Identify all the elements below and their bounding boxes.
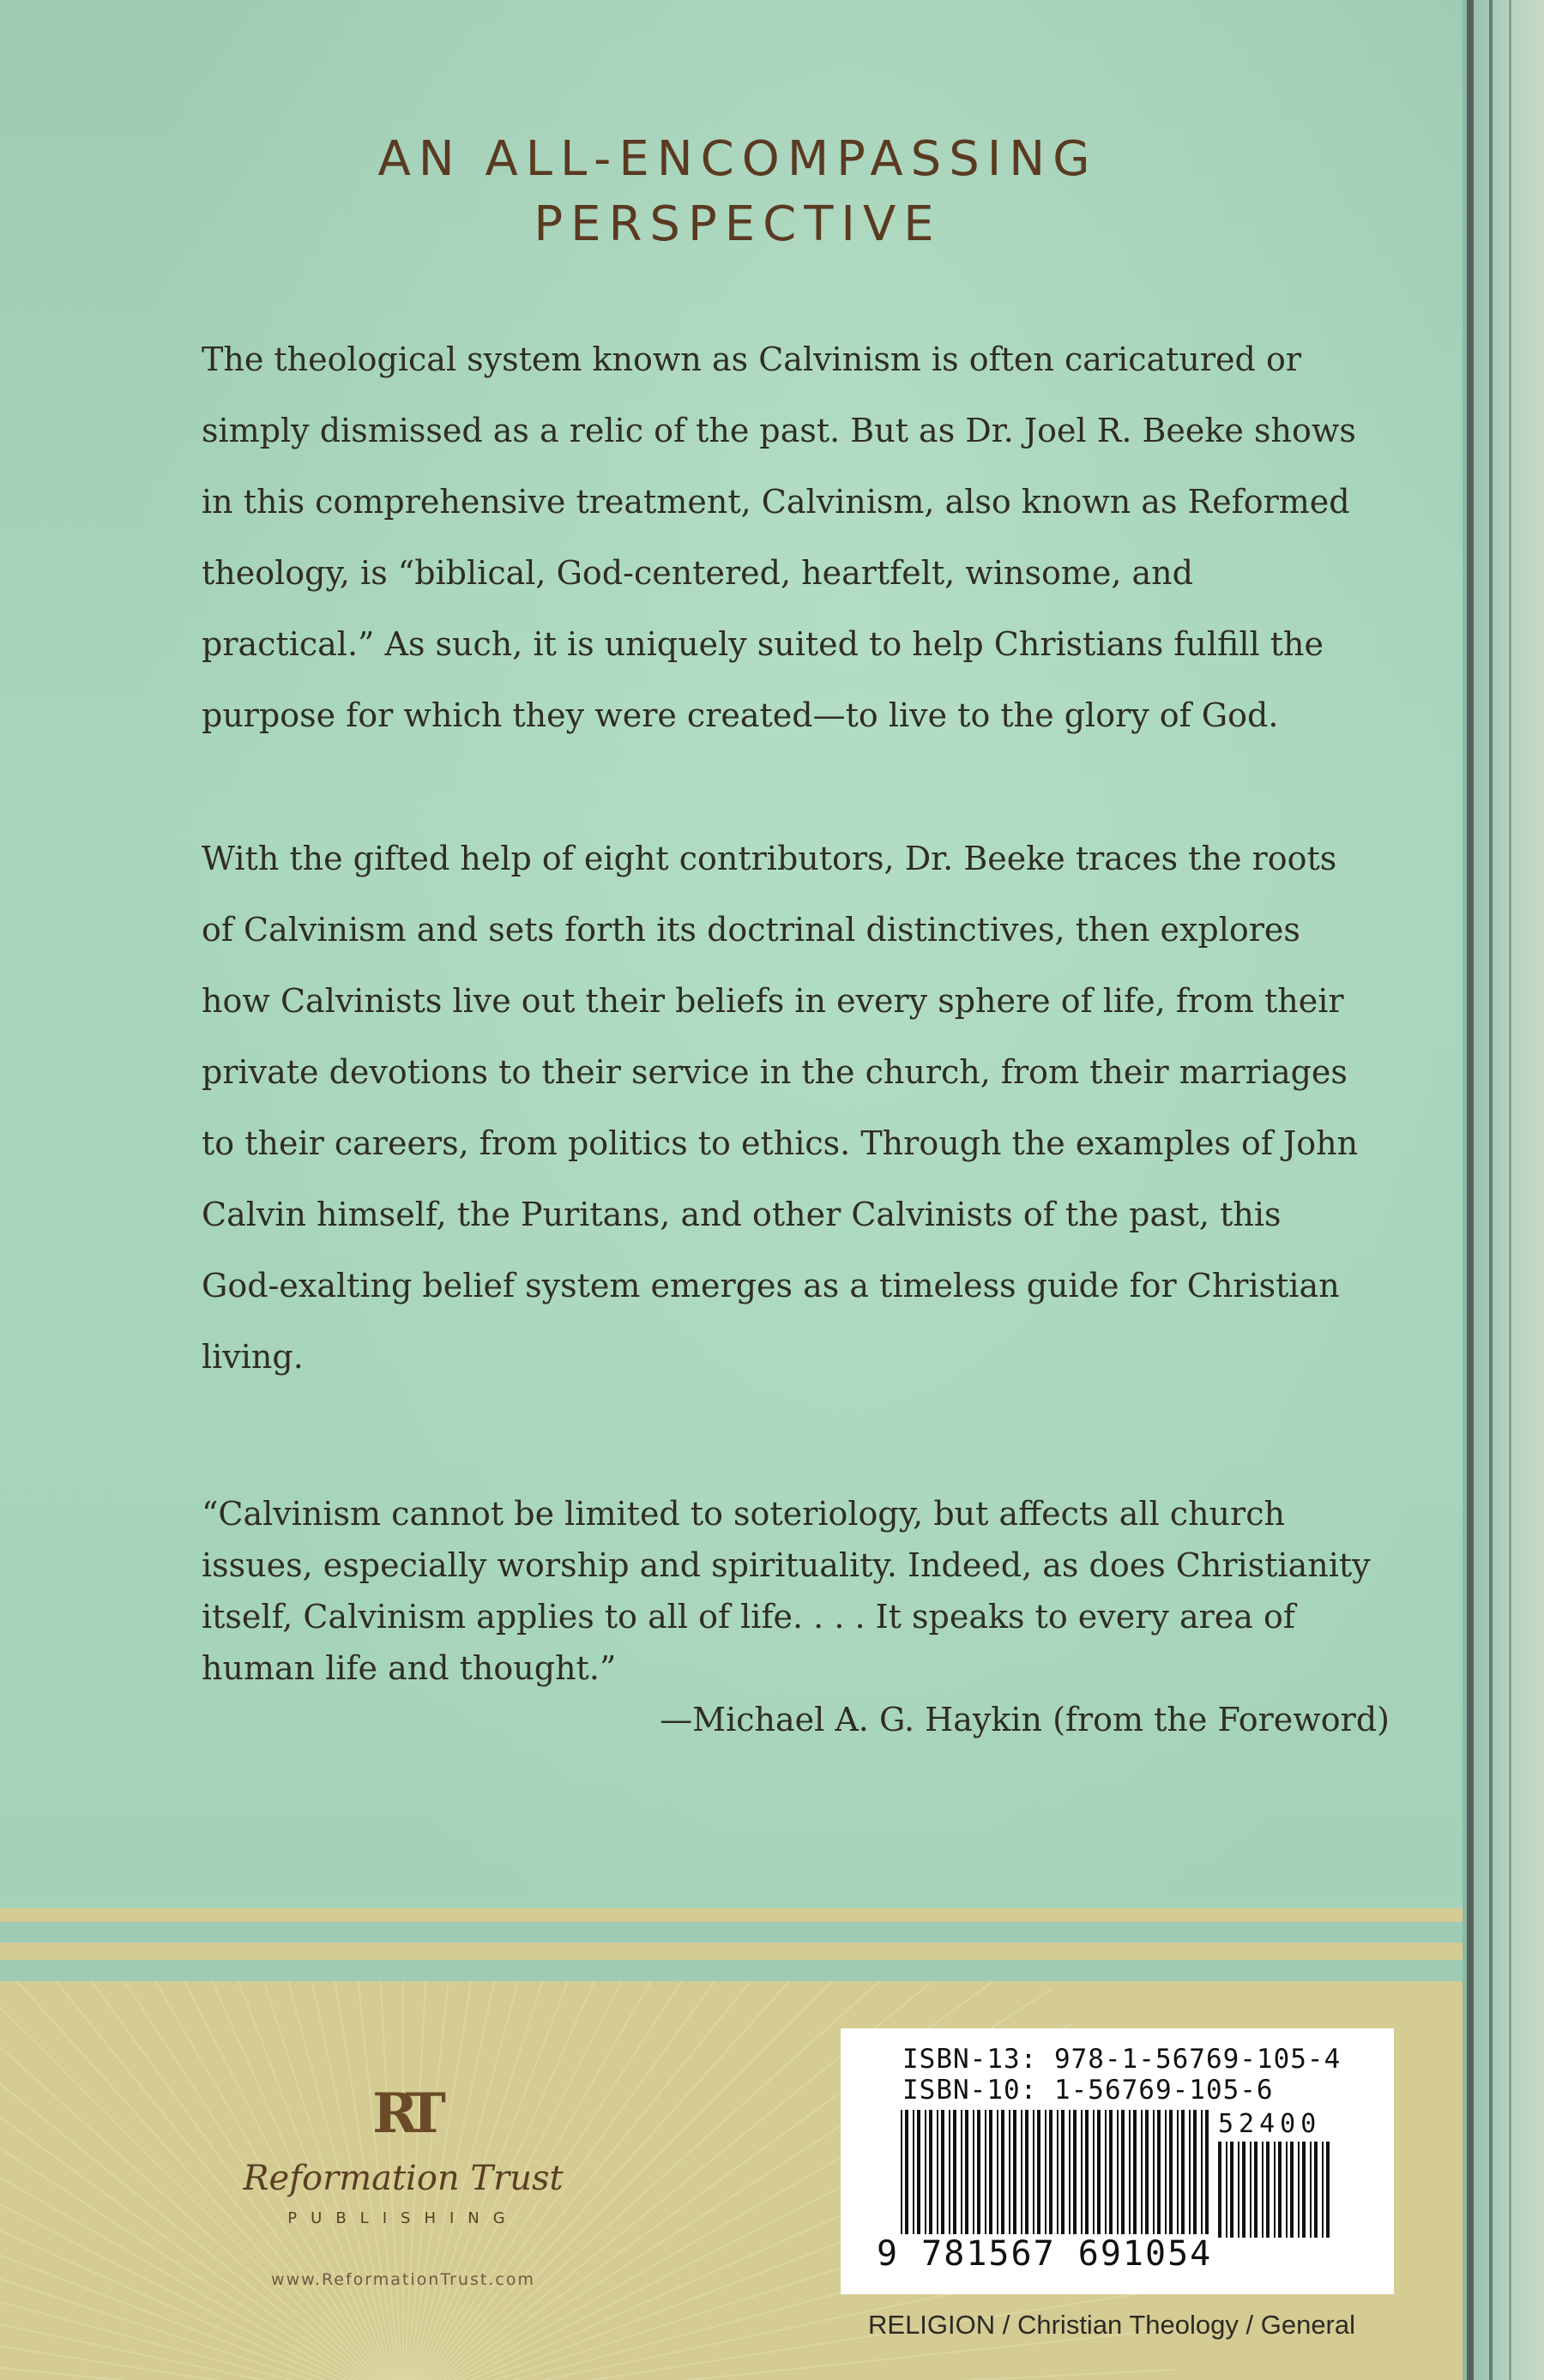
text-line: in this comprehensive treatment, Calvinism, also known as Reformed	[202, 483, 1350, 521]
bar	[1218, 2142, 1221, 2238]
bar	[1310, 2142, 1312, 2238]
text-line: Calvin himself, the Puritans, and other Calvinists of the past, this	[202, 1196, 1282, 1233]
spine-line	[1489, 0, 1493, 2380]
headline-line-1: AN ALL-ENCOMPASSING	[377, 131, 1098, 187]
band-gap	[0, 1922, 1463, 1943]
publisher-name: Reformation Trust	[243, 2159, 564, 2198]
bar	[1302, 2142, 1306, 2238]
text-line: how Calvinists live out their beliefs in every sphere of life, from their	[202, 982, 1344, 1020]
ean-digits: 9 781567 691054	[877, 2234, 1213, 2274]
description-paragraph-1	[202, 324, 1402, 751]
spine-line	[1467, 0, 1474, 2380]
price-code: 52400	[1218, 2109, 1322, 2139]
barcode-box	[841, 2028, 1394, 2294]
publisher-subtitle: PUBLISHING	[287, 2209, 519, 2227]
band-stripe	[0, 1895, 1463, 1908]
description-paragraph-2	[202, 823, 1402, 1393]
bar	[1298, 2142, 1300, 2238]
publisher-monogram: RT	[372, 2082, 434, 2146]
text-line: practical.” As such, it is uniquely suited to help Christians fulfill the	[202, 625, 1324, 663]
band-stripe	[0, 1908, 1463, 1922]
bar	[1266, 2142, 1270, 2238]
headline	[257, 127, 1218, 257]
addon-barcode	[1218, 2142, 1330, 2238]
bar	[1230, 2142, 1233, 2238]
text-line: The theological system known as Calvinism is often caricatured or	[202, 340, 1301, 378]
bar	[1326, 2142, 1330, 2238]
bar	[1226, 2142, 1227, 2238]
publisher-url[interactable]: www.ReformationTrust.com	[271, 2270, 535, 2289]
text-line: living.	[202, 1338, 304, 1376]
spine-line	[1509, 0, 1511, 2380]
text-line: of Calvinism and sets forth its doctrinal distinctives, then explores	[202, 911, 1300, 949]
text-line: purpose for which they were created—to live to the glory of God.	[202, 696, 1279, 734]
quote-line: issues, especially worship and spirituality. Indeed, as does Christianity	[202, 1546, 1371, 1584]
text-line: to their careers, from politics to ethics. Through the examples of John	[202, 1124, 1359, 1162]
bar	[1262, 2142, 1264, 2238]
band-gap	[0, 1960, 1463, 1981]
text-line: With the gifted help of eight contributors, Dr. Beeke traces the roots	[202, 840, 1337, 877]
publisher-logo	[197, 2084, 609, 2289]
bar	[1290, 2142, 1294, 2238]
bar	[1238, 2142, 1239, 2238]
bar	[1286, 2142, 1288, 2238]
endorsement-quote	[202, 1488, 1402, 1694]
text-line: private devotions to their service in the church, from their marriages	[202, 1053, 1348, 1091]
quote-attribution: —Michael A. G. Haykin (from the Foreword)	[660, 1701, 1390, 1738]
isbn-10: ISBN-10: 1-56769-105-6	[902, 2075, 1274, 2106]
bar	[1250, 2142, 1251, 2238]
quote-line: itself, Calvinism applies to all of life. . . . It speaks to every area of	[202, 1598, 1295, 1636]
bar	[1254, 2142, 1258, 2238]
bar	[1274, 2142, 1276, 2238]
bar	[1322, 2142, 1324, 2238]
text-line: theology, is “biblical, God-centered, heartfelt, winsome, and	[202, 554, 1193, 592]
bisac-category: RELIGION / Christian Theology / General	[868, 2310, 1356, 2340]
bar	[1242, 2142, 1245, 2238]
spine-edge	[1463, 0, 1544, 2380]
quote-line: “Calvinism cannot be limited to soteriology, but affects all church	[202, 1495, 1285, 1533]
quote-line: human life and thought.”	[202, 1649, 617, 1687]
headline-line-2: PERSPECTIVE	[534, 196, 942, 252]
band-stripe	[0, 1943, 1463, 1960]
bar	[1314, 2142, 1318, 2238]
isbn-13: ISBN-13: 978-1-56769-105-4	[902, 2044, 1342, 2075]
bar	[1278, 2142, 1282, 2238]
text-line: simply dismissed as a relic of the past. But as Dr. Joel R. Beeke shows	[202, 412, 1356, 449]
text-line: God-exalting belief system emerges as a timeless guide for Christian	[202, 1267, 1340, 1304]
